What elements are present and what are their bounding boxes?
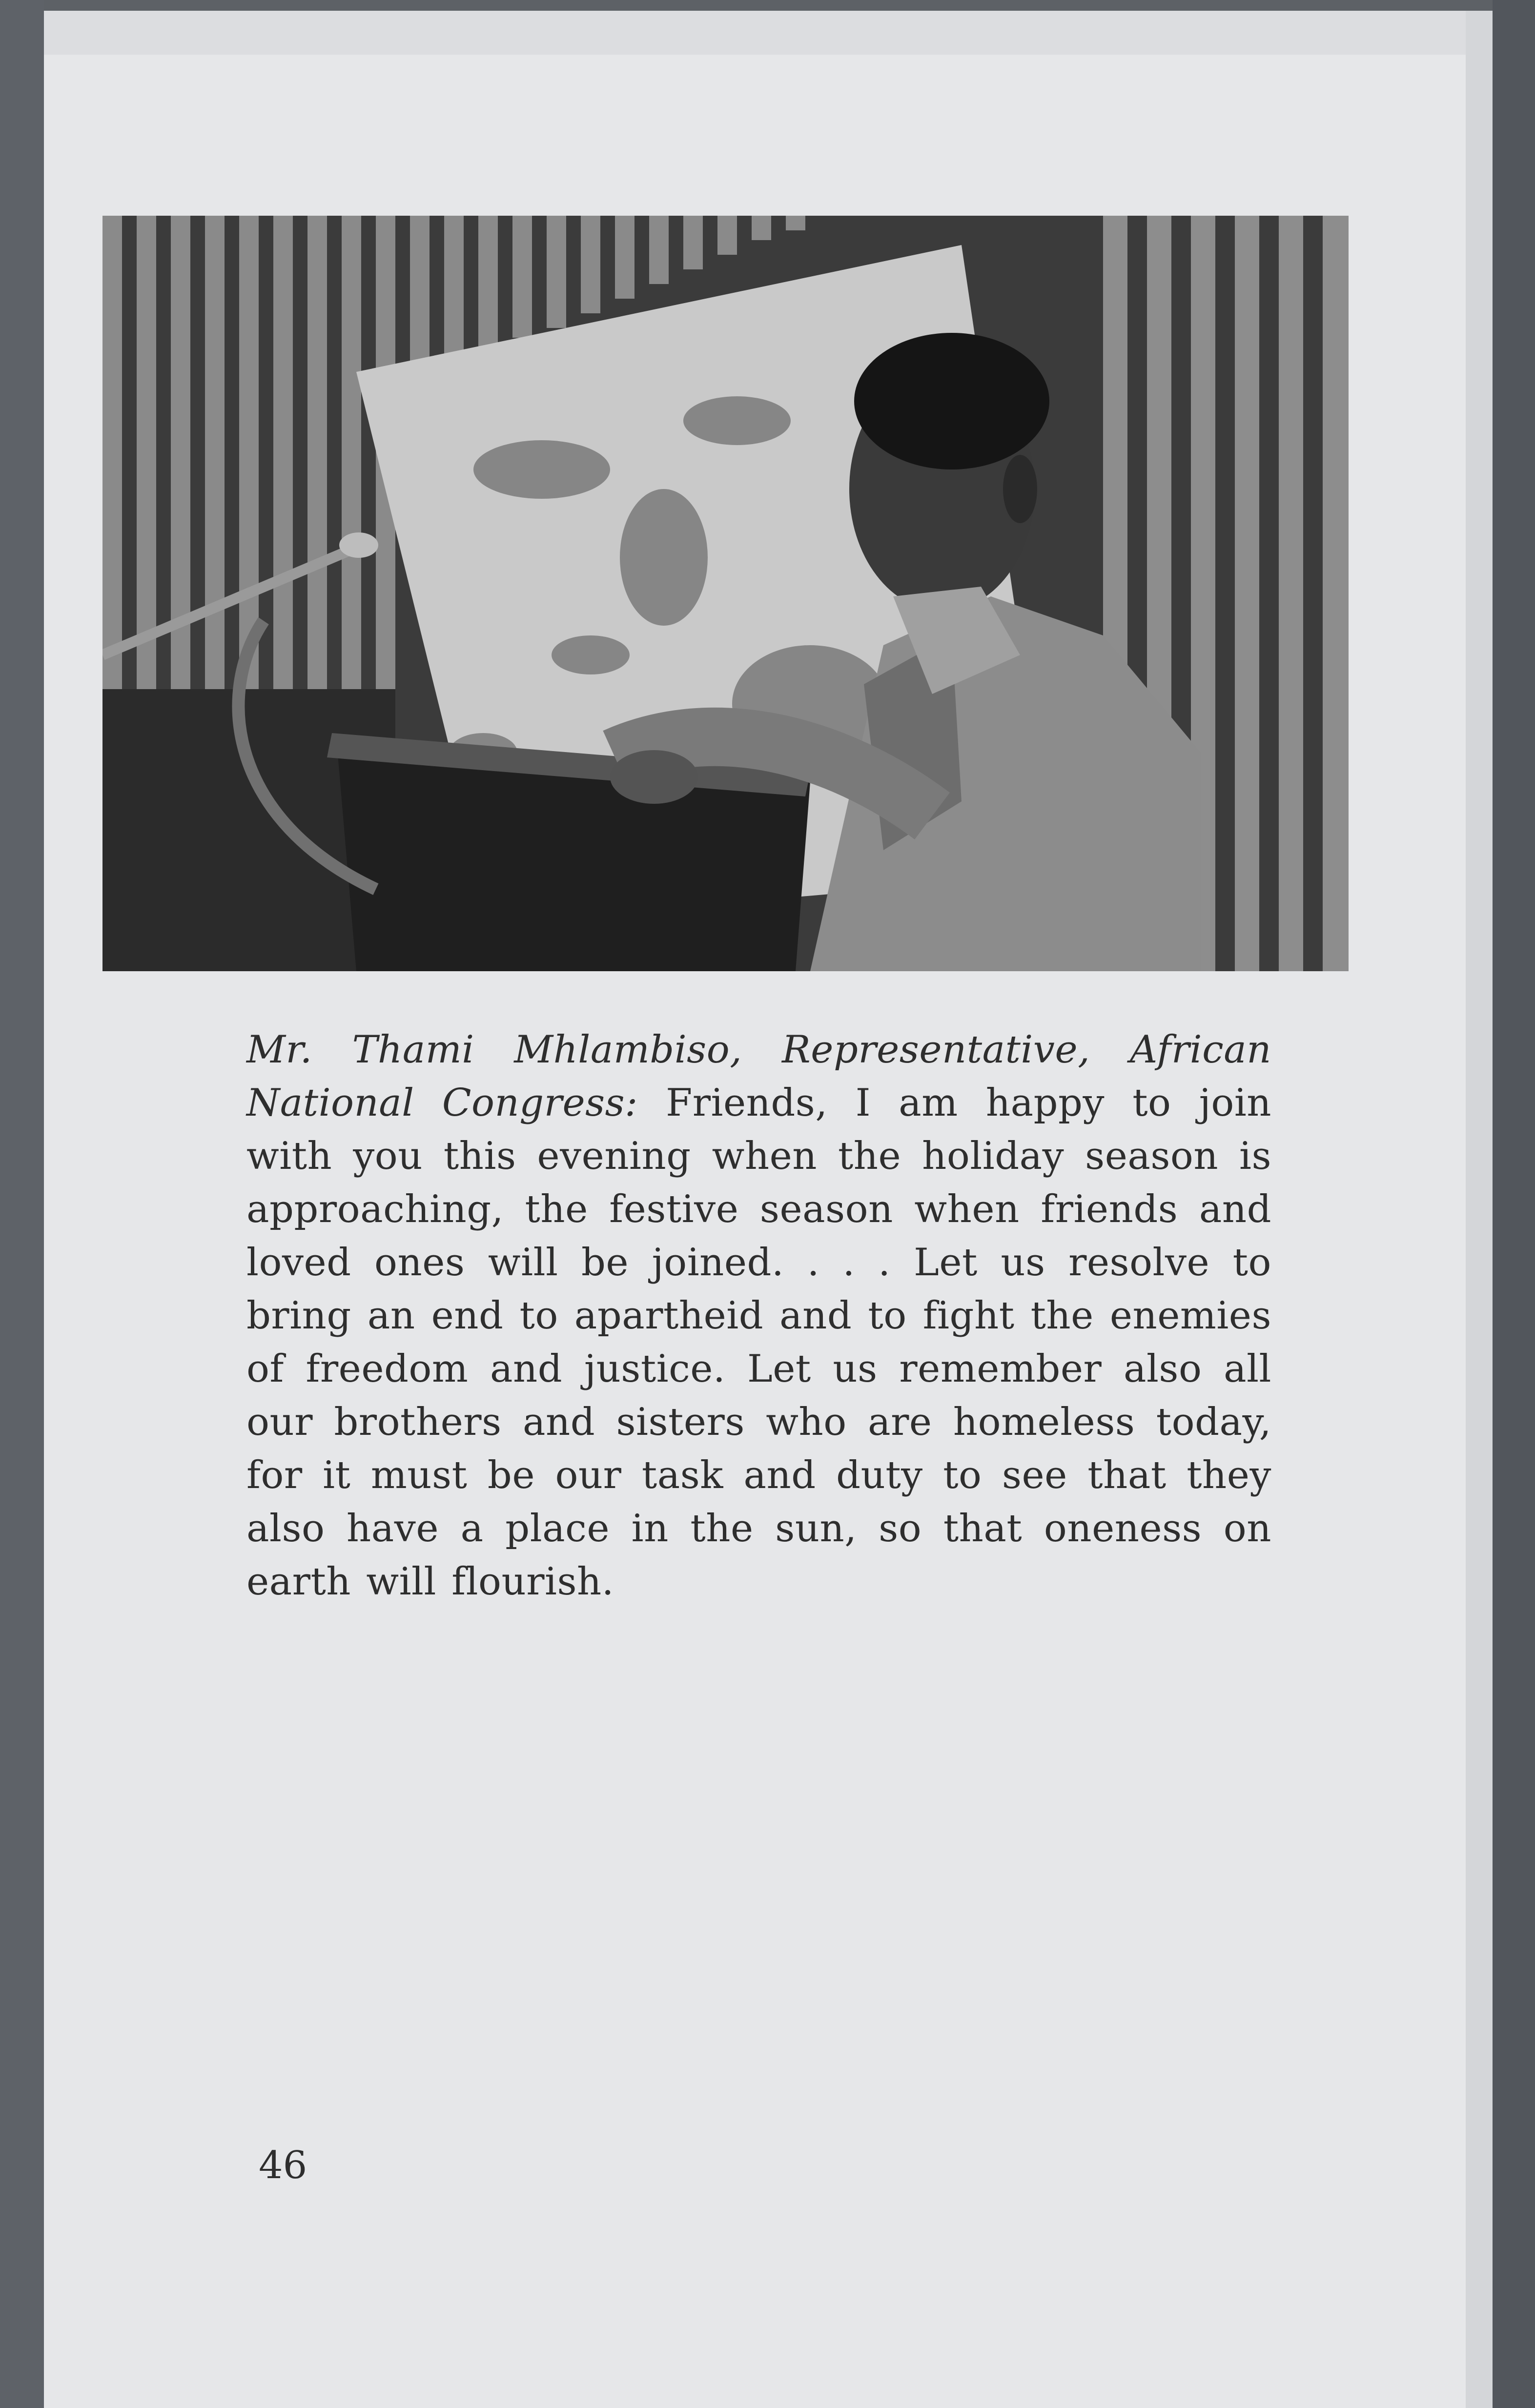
page-shading-right — [1466, 11, 1493, 2408]
page-shading-top — [44, 11, 1493, 55]
photo-speaker-at-podium-icon — [102, 216, 1349, 971]
speaker-photo — [102, 216, 1349, 971]
book-page — [44, 11, 1493, 2408]
scan-background-right — [1493, 0, 1535, 2408]
speech-caption — [246, 1023, 1271, 1609]
speaker-attribution: Mr. Thami Mhlambiso, Representative, African National Congress: — [246, 1028, 1271, 1125]
page-number: 46 — [259, 2143, 307, 2187]
speech-text: Friends, I am happy to join with you this evening when the holiday season is approaching, the festive season when friends and loved ones will be joined. . . . Let us resolve to bring an end to apartheid and to fight the enemies of freedom and justice. Let us remember also all our brothers and sisters who are homeless today, for it must be our task and duty to see that they also have a place in the sun, so that oneness on earth will flourish. — [246, 1081, 1272, 1604]
scan-background-left — [0, 0, 44, 2408]
